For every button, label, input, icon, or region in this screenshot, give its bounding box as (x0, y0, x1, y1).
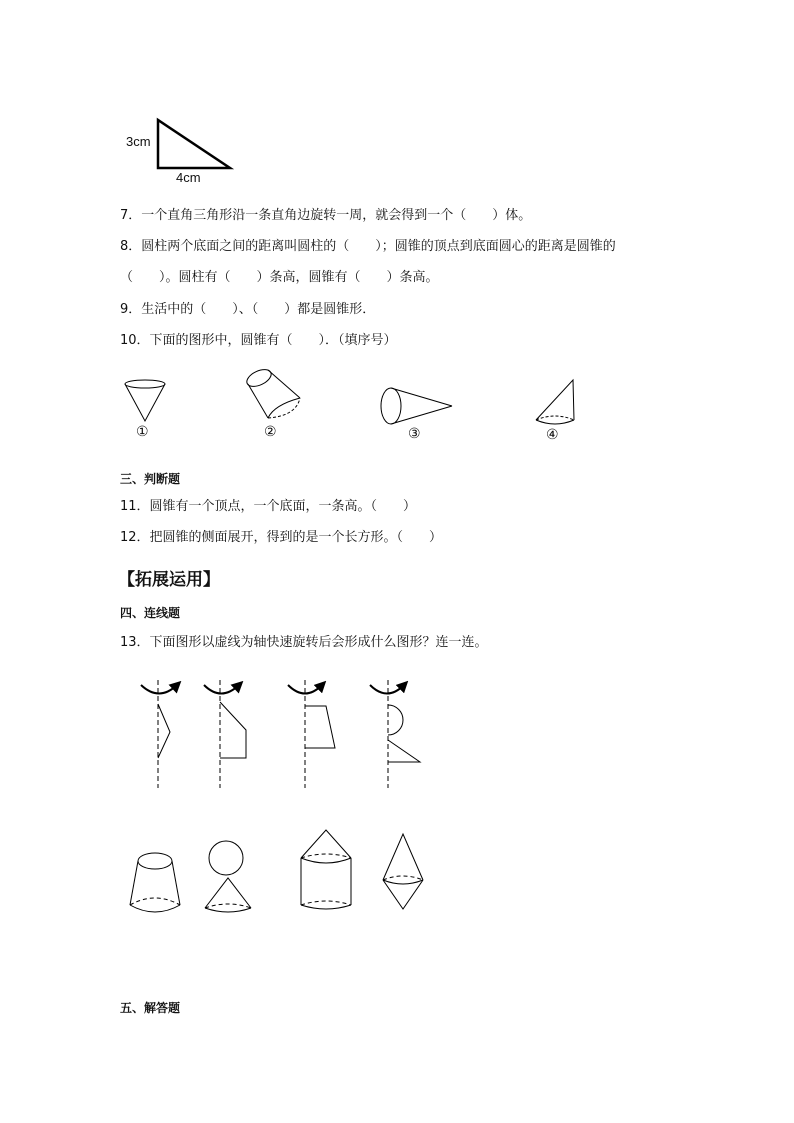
q13-solid-shapes (0, 820, 794, 920)
question-9: 9．生活中的（ ）、（ ）都是圆锥形． (120, 302, 376, 317)
section-3-title: 三、判断题 (120, 472, 181, 486)
q13-rotation-figures (0, 670, 794, 800)
shape-1-cone-icon (125, 380, 165, 421)
q13-rotation-shapes (0, 670, 794, 800)
shape-3-cone-icon (381, 388, 452, 424)
triangle-height-label: 3cm (126, 134, 151, 149)
question-8-line-1: 8．圆柱两个底面之间的距离叫圆柱的（ ）；圆锥的顶点到底面圆心的距离是圆锥的 (120, 239, 616, 254)
shape-3-label: ③ (408, 425, 421, 441)
q13-solid-figures (0, 820, 794, 920)
triangle-figure (120, 110, 250, 190)
solid-cone-cylinder-icon (301, 830, 351, 909)
shape-4-label: ④ (546, 426, 559, 442)
rotate-fig-3-icon (288, 680, 335, 788)
rotate-fig-2-icon (204, 680, 246, 788)
question-10: 10．下面的图形中，圆锥有（ ）．（填序号） (120, 333, 397, 348)
shape-2-label: ② (264, 423, 277, 439)
q10-figures (0, 360, 794, 450)
section-5-title: 五、解答题 (120, 1001, 181, 1015)
triangle-base-label: 4cm (176, 170, 201, 185)
rotate-fig-4-icon (370, 680, 420, 788)
question-8-line-2: （ ）。圆柱有（ ）条高，圆锥有（ ）条高。 (120, 270, 439, 285)
section-4-title: 四、连线题 (120, 606, 181, 620)
solid-double-cone-icon (383, 834, 423, 909)
solid-frustum-icon (130, 853, 180, 912)
shape-2-frustum-icon (244, 366, 300, 418)
question-7: 7．一个直角三角形沿一条直角边旋转一周，就会得到一个（ ）体。 (120, 208, 532, 223)
question-13: 13．下面图形以虚线为轴快速旋转后会形成什么图形？连一连。 (120, 635, 488, 650)
shape-4-cone-icon (536, 380, 574, 424)
extend-heading: 【拓展运用】 (118, 570, 220, 590)
rotate-fig-1-icon (141, 680, 177, 788)
shape-1-label: ① (136, 423, 149, 439)
question-12: 12．把圆锥的侧面展开，得到的是一个长方形。（ ） (120, 530, 443, 545)
q10-shapes (0, 360, 794, 450)
question-11: 11．圆锥有一个顶点，一个底面，一条高。（ ） (120, 499, 417, 514)
solid-sphere-cone-icon (205, 841, 251, 912)
